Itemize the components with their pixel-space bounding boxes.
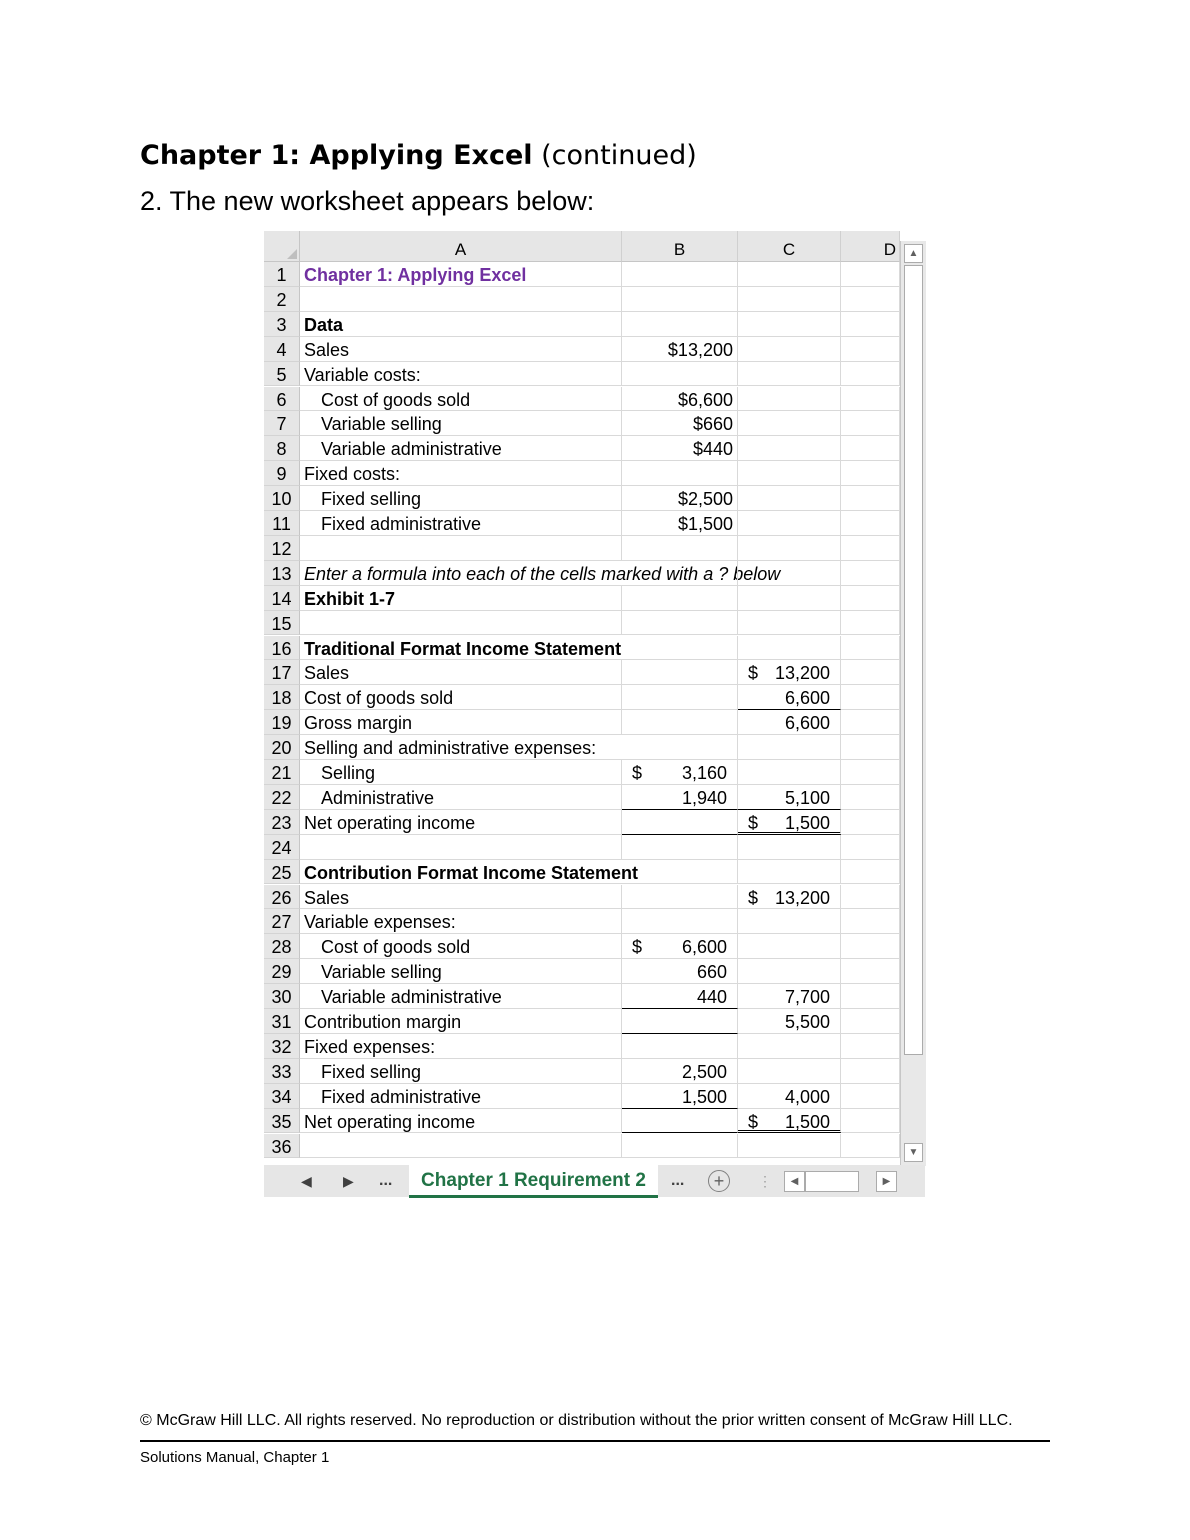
cell-a[interactable]: Cost of goods sold [300,387,622,412]
sheet-row [264,984,900,1009]
cell-c[interactable] [738,1034,841,1059]
cell-value: 4,000 [784,1086,830,1107]
cell-a[interactable]: Cost of goods sold [300,685,622,710]
cell-b[interactable] [622,536,738,561]
row-header[interactable]: 12 [264,536,300,561]
cell-c[interactable] [738,486,841,511]
row-header[interactable]: 17 [264,660,300,685]
cell-a[interactable]: Contribution Format Income Statement [300,860,622,885]
sheet-tab-active[interactable]: Chapter 1 Requirement 2 [409,1165,658,1198]
cell-a[interactable]: Fixed selling [300,486,622,511]
sheet-row [264,810,900,835]
scroll-left-icon[interactable]: ◀ [301,1173,312,1189]
cell-d[interactable] [841,785,900,810]
vertical-scrollbar[interactable] [900,241,926,1166]
cell-b[interactable] [622,287,738,312]
spreadsheet [264,231,925,1197]
sheet-row [264,536,900,561]
sheet-row [264,362,900,387]
row-header[interactable]: 23 [264,810,300,835]
sheet-row [264,785,900,810]
row-header[interactable]: 24 [264,835,300,860]
sheet-row [264,1059,900,1084]
tab-overflow-right[interactable]: ... [671,1172,685,1189]
cell-b[interactable] [622,337,738,362]
cell-d[interactable] [841,1134,900,1159]
cell-d[interactable] [841,685,900,710]
cell-a[interactable]: Cost of goods sold [300,934,622,959]
cell-b[interactable] [622,735,738,760]
row-header[interactable]: 34 [264,1084,300,1109]
cell-c[interactable] [738,262,841,287]
row-header[interactable]: 28 [264,934,300,959]
sheet-row [264,461,900,486]
sheet-row [264,885,900,910]
cell-b[interactable] [622,660,738,685]
scroll-down-icon[interactable]: ▼ [904,1143,923,1162]
currency-symbol: $ [748,887,759,908]
cell-value: 13,200 [774,887,830,908]
cell-d[interactable] [841,362,900,387]
sheet-row [264,636,900,661]
cell-d[interactable] [841,735,900,760]
cell-d[interactable] [841,909,900,934]
copyright-notice: © McGraw Hill LLC. All rights reserved. No reproduction or distribution without the prior written consent of McGraw Hill LLC. [140,1412,1013,1429]
cell-d[interactable] [841,486,900,511]
sheet-row [264,959,900,984]
cell-c[interactable] [738,586,841,611]
cell-c[interactable] [738,860,841,885]
sheet-row [264,411,900,436]
cell-c[interactable] [738,312,841,337]
cell-b[interactable] [622,685,738,710]
cell-c[interactable] [738,287,841,312]
cell-b[interactable] [622,785,738,810]
cell-b[interactable] [622,909,738,934]
row-header[interactable]: 3 [264,312,300,337]
select-all-corner[interactable] [264,231,300,262]
cell-b[interactable] [622,835,738,860]
cell-a[interactable]: Sales [300,337,622,362]
row-header[interactable]: 35 [264,1109,300,1134]
row-header[interactable]: 13 [264,561,300,586]
sheet-row [264,1134,900,1159]
sheet-row [264,1109,900,1134]
cell-b[interactable] [622,860,738,885]
cell-value: 1,500 [784,1111,830,1132]
cell-value: 2,500 [681,1061,727,1082]
cell-c[interactable] [738,611,841,636]
currency-symbol: $ [748,812,759,833]
cell-a[interactable]: Gross margin [300,710,622,735]
cell-c[interactable] [738,387,841,412]
row-header[interactable]: 21 [264,760,300,785]
row-header[interactable]: 22 [264,785,300,810]
cell-d[interactable] [841,860,900,885]
row-header[interactable]: 36 [264,1134,300,1159]
cell-a[interactable] [300,536,622,561]
cell-d[interactable] [841,934,900,959]
cell-b[interactable] [622,312,738,337]
row-header[interactable]: 7 [264,411,300,436]
row-header[interactable]: 26 [264,885,300,910]
cell-c[interactable] [738,785,841,810]
cell-a[interactable]: Chapter 1: Applying Excel [300,262,622,287]
sheet-row [264,934,900,959]
cell-b[interactable] [622,636,738,661]
sheet-row [264,710,900,735]
page-subheading: 2. The new worksheet appears below: [140,186,595,216]
page-heading [140,140,697,171]
footer-divider [140,1440,1050,1442]
row-header[interactable]: 25 [264,860,300,885]
cell-b[interactable] [622,959,738,984]
scroll-right-icon[interactable]: ▶ [343,1173,354,1189]
cell-value: $440 [692,439,733,460]
cell-d[interactable] [841,586,900,611]
cell-d[interactable] [841,561,900,586]
cell-a[interactable]: Fixed selling [300,1059,622,1084]
cell-a[interactable]: Variable costs: [300,362,622,387]
cell-b[interactable] [622,436,738,461]
cell-d[interactable] [841,710,900,735]
cell-d[interactable] [841,885,900,910]
cell-c[interactable] [738,760,841,785]
cell-a[interactable]: Selling and administrative expenses: [300,735,622,760]
cell-a[interactable]: Sales [300,885,622,910]
cell-b[interactable] [622,1134,738,1159]
cell-c[interactable] [738,1084,841,1109]
cell-a[interactable]: Fixed administrative [300,1084,622,1109]
sheet-row [264,909,900,934]
cell-value: 5,100 [784,787,830,808]
cell-c[interactable] [738,885,841,910]
row-header[interactable]: 29 [264,959,300,984]
sheet-row [264,287,900,312]
cell-d[interactable] [841,461,900,486]
cell-b[interactable] [622,511,738,536]
cell-d[interactable] [841,436,900,461]
row-header[interactable]: 5 [264,362,300,387]
sheet-row [264,760,900,785]
cell-c[interactable] [738,810,841,835]
cell-b[interactable] [622,362,738,387]
cell-value: $1,500 [677,514,733,534]
scroll-up-icon[interactable]: ▲ [904,244,923,263]
cell-b[interactable] [622,611,738,636]
cell-b[interactable] [622,586,738,611]
row-header[interactable]: 2 [264,287,300,312]
currency-symbol: $ [748,663,759,684]
heading-bold: Chapter 1: Applying Excel [140,140,533,171]
cell-a[interactable]: Traditional Format Income Statement [300,636,622,661]
column-header-b[interactable]: B [622,231,738,262]
cell-a[interactable] [300,835,622,860]
cell-a[interactable]: Variable selling [300,411,622,436]
cell-a[interactable]: Fixed expenses: [300,1034,622,1059]
row-header[interactable]: 1 [264,262,300,287]
currency-symbol: $ [632,937,643,958]
cell-a[interactable]: Fixed administrative [300,511,622,536]
cell-c[interactable] [738,984,841,1009]
cell-c[interactable] [738,835,841,860]
cell-c[interactable] [738,1134,841,1159]
row-header[interactable]: 15 [264,611,300,636]
cell-value: 5,500 [784,1012,830,1032]
column-header-a[interactable]: A [300,231,622,262]
sheet-row [264,660,900,685]
cell-value: 1,500 [681,1086,727,1107]
cell-d[interactable] [841,660,900,685]
row-header[interactable]: 20 [264,735,300,760]
row-header[interactable]: 9 [264,461,300,486]
sheet-tab-bar [264,1165,925,1197]
sheet-row [264,262,900,287]
cell-d[interactable] [841,262,900,287]
cell-d[interactable] [841,411,900,436]
cell-c[interactable] [738,461,841,486]
cell-a[interactable]: Selling [300,760,622,785]
cell-c[interactable] [738,362,841,387]
sheet-row [264,312,900,337]
cell-b[interactable] [622,984,738,1009]
row-header[interactable]: 18 [264,685,300,710]
row-header[interactable]: 27 [264,909,300,934]
cell-a[interactable]: Variable selling [300,959,622,984]
cell-b[interactable] [622,885,738,910]
heading-rest: (continued) [532,140,697,171]
sheet-row [264,1009,900,1034]
row-header[interactable]: 30 [264,984,300,1009]
row-header[interactable]: 10 [264,486,300,511]
cell-c[interactable] [738,934,841,959]
row-header[interactable]: 4 [264,337,300,362]
sheet-row [264,735,900,760]
h-scroll-right-icon[interactable]: ▶ [876,1171,897,1192]
cell-d[interactable] [841,611,900,636]
cell-value: 1,940 [681,787,727,808]
row-header[interactable]: 14 [264,586,300,611]
cell-c[interactable] [738,1109,841,1134]
column-header-c[interactable]: C [738,231,841,262]
cell-c[interactable] [738,636,841,661]
cell-a[interactable]: Enter a formula into each of the cells marked with a ? below [300,561,622,586]
cell-c[interactable] [738,1009,841,1034]
row-header[interactable]: 8 [264,436,300,461]
cell-value: 7,700 [784,987,830,1008]
cell-d[interactable] [841,810,900,835]
cell-a[interactable] [300,1134,622,1159]
cell-d[interactable] [841,1034,900,1059]
cell-value: $2,500 [677,489,733,510]
cell-a[interactable] [300,287,622,312]
cell-value: 440 [696,987,727,1008]
cell-c[interactable] [738,710,841,735]
cell-b[interactable] [622,1059,738,1084]
cell-d[interactable] [841,959,900,984]
row-header[interactable]: 32 [264,1034,300,1059]
cell-a[interactable]: Variable administrative [300,984,622,1009]
sheet-row [264,1034,900,1059]
column-header-d[interactable]: D [841,231,900,262]
cell-b[interactable] [622,561,738,586]
currency-symbol: $ [748,1111,759,1132]
cell-d[interactable] [841,1059,900,1084]
row-header[interactable]: 19 [264,710,300,735]
row-header[interactable]: 11 [264,511,300,536]
sheet-row [264,685,900,710]
cell-value: 1,500 [784,812,830,833]
cell-a[interactable]: Fixed costs: [300,461,622,486]
cell-d[interactable] [841,387,900,412]
cell-a[interactable]: Variable administrative [300,436,622,461]
cell-b[interactable] [622,387,738,412]
cell-c[interactable] [738,561,841,586]
cell-b[interactable] [622,1109,738,1134]
splitter-icon[interactable]: ⋮ [758,1173,772,1189]
cell-b[interactable] [622,710,738,735]
sheet-row [264,561,900,586]
cell-a[interactable]: Exhibit 1-7 [300,586,622,611]
cell-value: $13,200 [667,339,733,360]
cell-d[interactable] [841,511,900,536]
cell-a[interactable] [300,611,622,636]
cell-a[interactable]: Data [300,312,622,337]
horizontal-scroll-thumb[interactable] [805,1171,859,1192]
cell-c[interactable] [738,436,841,461]
row-header[interactable]: 31 [264,1009,300,1034]
cell-value: 6,600 [784,713,830,734]
cell-d[interactable] [841,536,900,561]
cell-c[interactable] [738,685,841,710]
cell-d[interactable] [841,984,900,1009]
cell-a[interactable]: Sales [300,660,622,685]
tab-overflow-left[interactable]: ... [379,1172,393,1189]
cell-b[interactable] [622,1009,738,1034]
sheet-row [264,486,900,511]
cell-c[interactable] [738,411,841,436]
cell-c[interactable] [738,337,841,362]
row-header[interactable]: 16 [264,636,300,661]
sheet-row [264,1084,900,1109]
sheet-row [264,436,900,461]
h-scroll-left-icon[interactable]: ◀ [784,1171,805,1192]
cell-d[interactable] [841,636,900,661]
cell-b[interactable] [622,810,738,835]
cell-c[interactable] [738,959,841,984]
cell-b[interactable] [622,760,738,785]
vertical-scroll-thumb[interactable] [904,265,923,1055]
cell-value: 6,600 [681,937,727,958]
cell-d[interactable] [841,1109,900,1134]
cell-c[interactable] [738,1059,841,1084]
cell-value: 3,160 [681,763,727,783]
row-header[interactable]: 6 [264,387,300,412]
cell-d[interactable] [841,835,900,860]
sheet-row [264,835,900,860]
cell-a[interactable]: Administrative [300,785,622,810]
sheet-row [264,387,900,412]
cell-value: $6,600 [677,389,733,410]
cell-b[interactable] [622,486,738,511]
sheet-row [264,337,900,362]
cell-c[interactable] [738,536,841,561]
cell-a[interactable]: Net operating income [300,1109,622,1134]
cell-a[interactable]: Net operating income [300,810,622,835]
sheet-row [264,860,900,885]
cell-a[interactable]: Variable expenses: [300,909,622,934]
cell-b[interactable] [622,1084,738,1109]
cell-value: $660 [692,414,733,435]
sheet-row [264,511,900,536]
cell-b[interactable] [622,461,738,486]
cell-c[interactable] [738,511,841,536]
cell-d[interactable] [841,337,900,362]
cell-c[interactable] [738,660,841,685]
cell-c[interactable] [738,735,841,760]
row-header[interactable]: 33 [264,1059,300,1084]
cell-d[interactable] [841,287,900,312]
cell-b[interactable] [622,262,738,287]
cell-b[interactable] [622,934,738,959]
cell-c[interactable] [738,909,841,934]
cell-d[interactable] [841,1084,900,1109]
cell-d[interactable] [841,1009,900,1034]
sheet-row [264,586,900,611]
cell-b[interactable] [622,1034,738,1059]
cell-value: 13,200 [774,663,830,684]
cell-a[interactable]: Contribution margin [300,1009,622,1034]
cell-value: 6,600 [784,688,830,709]
cell-b[interactable] [622,411,738,436]
manual-label: Solutions Manual, Chapter 1 [140,1449,330,1466]
cell-d[interactable] [841,760,900,785]
sheet-row [264,611,900,636]
cell-value: 660 [696,962,727,983]
add-sheet-icon[interactable]: + [708,1170,730,1192]
cell-d[interactable] [841,312,900,337]
currency-symbol: $ [632,763,643,783]
